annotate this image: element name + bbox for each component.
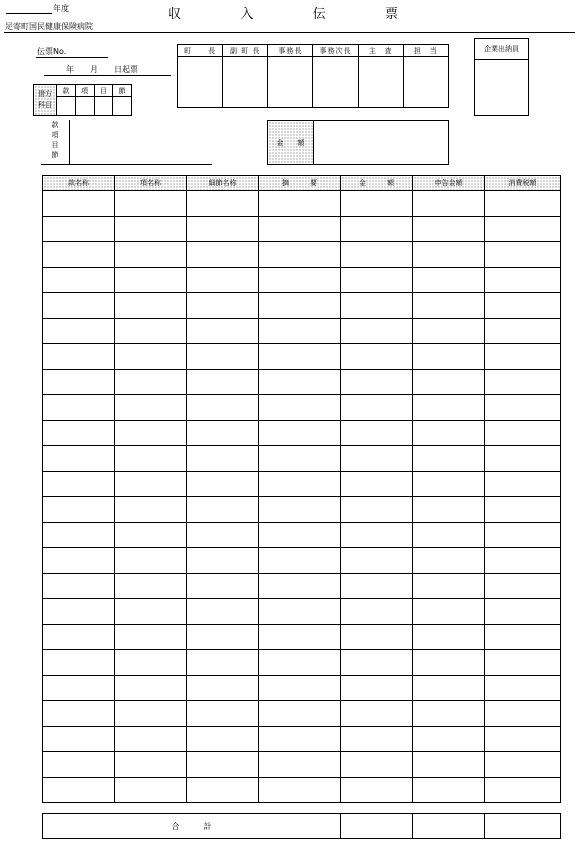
table-cell[interactable]: [187, 522, 259, 548]
approval-header-staff: 担 当: [403, 45, 448, 57]
table-cell[interactable]: [115, 624, 187, 650]
table-cell[interactable]: [43, 471, 115, 497]
table-cell[interactable]: [115, 216, 187, 242]
slip-number-label: 伝票No.: [37, 47, 67, 56]
table-cell[interactable]: [259, 318, 341, 344]
debit-account-table: [33, 84, 132, 116]
table-cell[interactable]: [115, 726, 187, 752]
amount-value-cell[interactable]: [314, 121, 449, 165]
table-cell[interactable]: [43, 446, 115, 472]
table-cell[interactable]: [115, 471, 187, 497]
table-cell[interactable]: [341, 420, 413, 446]
table-cell[interactable]: [341, 777, 413, 803]
fiscal-year-label: 年度: [53, 4, 69, 13]
col-header-amount: 金 額: [341, 176, 413, 191]
table-row: [43, 446, 561, 472]
table-cell[interactable]: [341, 369, 413, 395]
table-cell[interactable]: [413, 675, 485, 701]
total-table: [42, 813, 561, 839]
table-row: [43, 777, 561, 803]
table-cell[interactable]: [115, 293, 187, 319]
table-cell[interactable]: [485, 344, 561, 370]
table-cell[interactable]: [43, 497, 115, 523]
table-cell[interactable]: [259, 267, 341, 293]
table-row: [43, 216, 561, 242]
cashier-label: 企業出納員: [475, 39, 529, 60]
title-char-2: 入: [240, 7, 254, 22]
table-cell[interactable]: [43, 675, 115, 701]
table-cell[interactable]: [43, 420, 115, 446]
table-cell[interactable]: [115, 395, 187, 421]
table-cell[interactable]: [187, 242, 259, 268]
table-cell[interactable]: [413, 497, 485, 523]
table-cell[interactable]: [187, 293, 259, 319]
table-cell[interactable]: [259, 675, 341, 701]
table-cell[interactable]: [115, 344, 187, 370]
detail-table-header: [43, 176, 561, 191]
col-header-declared-amount: 申告金額: [413, 176, 485, 191]
table-cell[interactable]: [43, 395, 115, 421]
fiscal-year-underline: [6, 13, 52, 14]
col-header-detail-name: 細節名称: [187, 176, 259, 191]
table-cell[interactable]: [341, 471, 413, 497]
table-cell[interactable]: [413, 573, 485, 599]
table-cell[interactable]: [259, 548, 341, 574]
table-cell[interactable]: [259, 191, 341, 217]
debit-label-line1: 借方: [38, 90, 52, 98]
table-cell[interactable]: [485, 497, 561, 523]
table-cell[interactable]: [259, 726, 341, 752]
table-row: [43, 267, 561, 293]
approval-stamp-table: [177, 44, 449, 108]
table-row: [43, 318, 561, 344]
table-row: [43, 395, 561, 421]
table-cell[interactable]: [115, 497, 187, 523]
table-cell[interactable]: [485, 293, 561, 319]
table-row: [43, 650, 561, 676]
table-cell[interactable]: [485, 318, 561, 344]
table-cell[interactable]: [43, 216, 115, 242]
table-cell[interactable]: [485, 395, 561, 421]
amount-label: 金 額: [268, 121, 314, 165]
page-title: [168, 3, 398, 22]
table-cell[interactable]: [43, 344, 115, 370]
col-header-kou-name: 項名称: [115, 176, 187, 191]
table-cell[interactable]: [259, 395, 341, 421]
table-cell[interactable]: [115, 191, 187, 217]
table-cell[interactable]: [485, 599, 561, 625]
table-row: [43, 573, 561, 599]
subject-char-kou: 項: [51, 131, 59, 139]
total-row: [43, 814, 561, 839]
table-cell[interactable]: [341, 497, 413, 523]
table-cell[interactable]: [187, 752, 259, 778]
table-cell[interactable]: [43, 548, 115, 574]
table-cell[interactable]: [413, 267, 485, 293]
account-header-setsu: 節: [113, 85, 132, 97]
table-cell[interactable]: [187, 726, 259, 752]
detail-table: [42, 175, 561, 803]
table-cell[interactable]: [341, 548, 413, 574]
total-amount-cell[interactable]: [341, 814, 413, 839]
table-cell[interactable]: [43, 242, 115, 268]
table-cell[interactable]: [187, 650, 259, 676]
title-char-1: 収: [168, 7, 182, 22]
table-row: [43, 471, 561, 497]
table-cell[interactable]: [259, 650, 341, 676]
table-cell[interactable]: [187, 267, 259, 293]
cashier-stamp-cell[interactable]: [475, 60, 529, 116]
table-cell[interactable]: [485, 242, 561, 268]
table-row: [43, 497, 561, 523]
table-cell[interactable]: [259, 471, 341, 497]
table-cell[interactable]: [187, 497, 259, 523]
table-cell[interactable]: [485, 752, 561, 778]
detail-table-body: [43, 191, 561, 803]
account-code-cell[interactable]: [113, 97, 132, 116]
table-cell[interactable]: [115, 701, 187, 727]
table-cell[interactable]: [115, 650, 187, 676]
table-cell[interactable]: [485, 522, 561, 548]
table-cell[interactable]: [341, 522, 413, 548]
table-cell[interactable]: [259, 497, 341, 523]
table-cell[interactable]: [341, 573, 413, 599]
table-cell[interactable]: [43, 624, 115, 650]
account-header-kou: 項: [75, 85, 94, 97]
table-cell[interactable]: [413, 599, 485, 625]
table-cell[interactable]: [43, 726, 115, 752]
table-cell[interactable]: [259, 573, 341, 599]
table-cell[interactable]: [485, 573, 561, 599]
header-divider: [4, 32, 575, 33]
approval-header-admin-director: 事務長: [268, 45, 313, 57]
table-cell[interactable]: [187, 624, 259, 650]
table-cell[interactable]: [43, 267, 115, 293]
subject-char-setsu: 節: [51, 151, 59, 159]
table-cell[interactable]: [43, 191, 115, 217]
table-cell[interactable]: [485, 420, 561, 446]
table-cell[interactable]: [259, 446, 341, 472]
table-cell[interactable]: [187, 599, 259, 625]
table-cell[interactable]: [115, 777, 187, 803]
table-row: [43, 599, 561, 625]
table-cell[interactable]: [259, 216, 341, 242]
table-cell[interactable]: [187, 701, 259, 727]
table-cell[interactable]: [413, 344, 485, 370]
table-cell[interactable]: [485, 650, 561, 676]
table-cell[interactable]: [187, 777, 259, 803]
table-cell[interactable]: [259, 242, 341, 268]
table-cell[interactable]: [115, 675, 187, 701]
table-cell[interactable]: [413, 471, 485, 497]
table-cell[interactable]: [187, 216, 259, 242]
table-cell[interactable]: [43, 522, 115, 548]
table-cell[interactable]: [413, 420, 485, 446]
table-cell[interactable]: [485, 191, 561, 217]
table-cell[interactable]: [413, 701, 485, 727]
table-cell[interactable]: [259, 752, 341, 778]
table-cell[interactable]: [341, 726, 413, 752]
table-cell[interactable]: [259, 777, 341, 803]
approval-stamp-cell[interactable]: [223, 57, 268, 108]
table-cell[interactable]: [187, 675, 259, 701]
table-cell[interactable]: [341, 446, 413, 472]
table-cell[interactable]: [413, 650, 485, 676]
debit-account-label: [34, 85, 57, 116]
subject-vertical-label: [41, 120, 70, 164]
table-cell[interactable]: [341, 624, 413, 650]
table-cell[interactable]: [485, 471, 561, 497]
table-cell[interactable]: [413, 318, 485, 344]
total-tax-cell[interactable]: [485, 814, 561, 839]
hospital-name: 足寄町国民健康保険病院: [5, 22, 93, 31]
table-row: [43, 701, 561, 727]
table-cell[interactable]: [413, 191, 485, 217]
title-char-3: 伝: [312, 7, 326, 22]
table-cell[interactable]: [43, 599, 115, 625]
table-cell[interactable]: [43, 650, 115, 676]
approval-stamp-cell[interactable]: [358, 57, 403, 108]
table-row: [43, 191, 561, 217]
table-cell[interactable]: [259, 599, 341, 625]
table-cell[interactable]: [485, 726, 561, 752]
table-cell[interactable]: [341, 216, 413, 242]
table-cell[interactable]: [115, 420, 187, 446]
subject-char-moku: 目: [51, 141, 59, 149]
table-cell[interactable]: [485, 624, 561, 650]
table-cell[interactable]: [413, 752, 485, 778]
approval-header-deputy-director: 事務次長: [313, 45, 358, 57]
table-cell[interactable]: [259, 369, 341, 395]
account-code-cell[interactable]: [75, 97, 94, 116]
table-cell[interactable]: [43, 293, 115, 319]
table-row: [43, 293, 561, 319]
total-label: 合 計: [43, 814, 341, 839]
table-cell[interactable]: [485, 446, 561, 472]
debit-label-line2: 科目: [38, 101, 52, 109]
table-cell[interactable]: [259, 624, 341, 650]
table-cell[interactable]: [187, 420, 259, 446]
table-cell[interactable]: [413, 548, 485, 574]
account-header-kan: 款: [57, 85, 76, 97]
table-cell[interactable]: [115, 267, 187, 293]
table-cell[interactable]: [341, 650, 413, 676]
table-row: [43, 624, 561, 650]
table-cell[interactable]: [485, 777, 561, 803]
col-header-consumption-tax: 消費税額: [485, 176, 561, 191]
table-cell[interactable]: [413, 446, 485, 472]
table-cell[interactable]: [485, 548, 561, 574]
table-cell[interactable]: [115, 446, 187, 472]
table-cell[interactable]: [115, 752, 187, 778]
approval-stamp-cell[interactable]: [268, 57, 313, 108]
table-cell[interactable]: [115, 599, 187, 625]
table-cell[interactable]: [413, 395, 485, 421]
table-cell[interactable]: [413, 777, 485, 803]
account-header-moku: 目: [94, 85, 113, 97]
table-cell[interactable]: [187, 548, 259, 574]
table-cell[interactable]: [187, 446, 259, 472]
table-cell[interactable]: [341, 395, 413, 421]
table-cell[interactable]: [259, 522, 341, 548]
approval-stamp-cell[interactable]: [313, 57, 358, 108]
table-row: [43, 420, 561, 446]
table-cell[interactable]: [259, 344, 341, 370]
table-row: [43, 344, 561, 370]
approval-header-deputy-mayor: 副 町 長: [223, 45, 268, 57]
total-declared-cell[interactable]: [413, 814, 485, 839]
subject-char-kan: 款: [51, 121, 59, 129]
table-cell[interactable]: [187, 573, 259, 599]
table-cell[interactable]: [115, 573, 187, 599]
approval-header-mayor: 町 長: [178, 45, 223, 57]
table-cell[interactable]: [341, 267, 413, 293]
table-cell[interactable]: [115, 318, 187, 344]
table-cell[interactable]: [187, 369, 259, 395]
table-row: [43, 675, 561, 701]
approval-stamp-cell[interactable]: [178, 57, 223, 108]
table-cell[interactable]: [413, 522, 485, 548]
table-cell[interactable]: [485, 675, 561, 701]
table-cell[interactable]: [413, 726, 485, 752]
table-cell[interactable]: [485, 267, 561, 293]
table-row: [43, 752, 561, 778]
table-cell[interactable]: [43, 752, 115, 778]
table-cell[interactable]: [259, 420, 341, 446]
table-cell[interactable]: [341, 191, 413, 217]
table-cell[interactable]: [341, 752, 413, 778]
table-row: [43, 726, 561, 752]
table-cell[interactable]: [341, 293, 413, 319]
table-cell[interactable]: [485, 216, 561, 242]
table-row: [43, 522, 561, 548]
account-code-cell[interactable]: [57, 97, 76, 116]
table-cell[interactable]: [115, 242, 187, 268]
table-cell[interactable]: [43, 573, 115, 599]
table-cell[interactable]: [43, 701, 115, 727]
amount-box: [267, 120, 449, 165]
table-cell[interactable]: [43, 777, 115, 803]
cashier-stamp-table: [474, 38, 529, 116]
table-cell[interactable]: [259, 701, 341, 727]
table-cell[interactable]: [341, 242, 413, 268]
approval-stamp-cell[interactable]: [403, 57, 448, 108]
table-cell[interactable]: [259, 293, 341, 319]
table-cell[interactable]: [115, 522, 187, 548]
table-cell[interactable]: [43, 318, 115, 344]
subject-underline: [41, 164, 212, 165]
col-header-kan-name: 款名称: [43, 176, 115, 191]
table-cell[interactable]: [341, 701, 413, 727]
approval-header-chief: 主 査: [358, 45, 403, 57]
table-cell[interactable]: [413, 242, 485, 268]
table-cell[interactable]: [187, 471, 259, 497]
table-cell[interactable]: [413, 216, 485, 242]
slip-number-line: [36, 57, 108, 58]
table-cell[interactable]: [341, 344, 413, 370]
table-cell[interactable]: [187, 395, 259, 421]
table-cell[interactable]: [413, 293, 485, 319]
table-row: [43, 369, 561, 395]
title-char-4: 票: [384, 7, 398, 22]
table-cell[interactable]: [43, 369, 115, 395]
table-cell[interactable]: [341, 318, 413, 344]
table-cell[interactable]: [187, 318, 259, 344]
table-cell[interactable]: [341, 599, 413, 625]
table-cell[interactable]: [485, 701, 561, 727]
issue-date-label: 年 月 日起票: [66, 65, 138, 74]
table-cell[interactable]: [115, 548, 187, 574]
table-cell[interactable]: [485, 369, 561, 395]
table-cell[interactable]: [341, 675, 413, 701]
table-cell[interactable]: [115, 369, 187, 395]
table-cell[interactable]: [413, 369, 485, 395]
account-code-cell[interactable]: [94, 97, 113, 116]
table-cell[interactable]: [187, 344, 259, 370]
table-cell[interactable]: [413, 624, 485, 650]
issue-date-line: [44, 75, 171, 76]
table-row: [43, 548, 561, 574]
col-header-description: 摘 要: [259, 176, 341, 191]
table-cell[interactable]: [187, 191, 259, 217]
table-row: [43, 242, 561, 268]
